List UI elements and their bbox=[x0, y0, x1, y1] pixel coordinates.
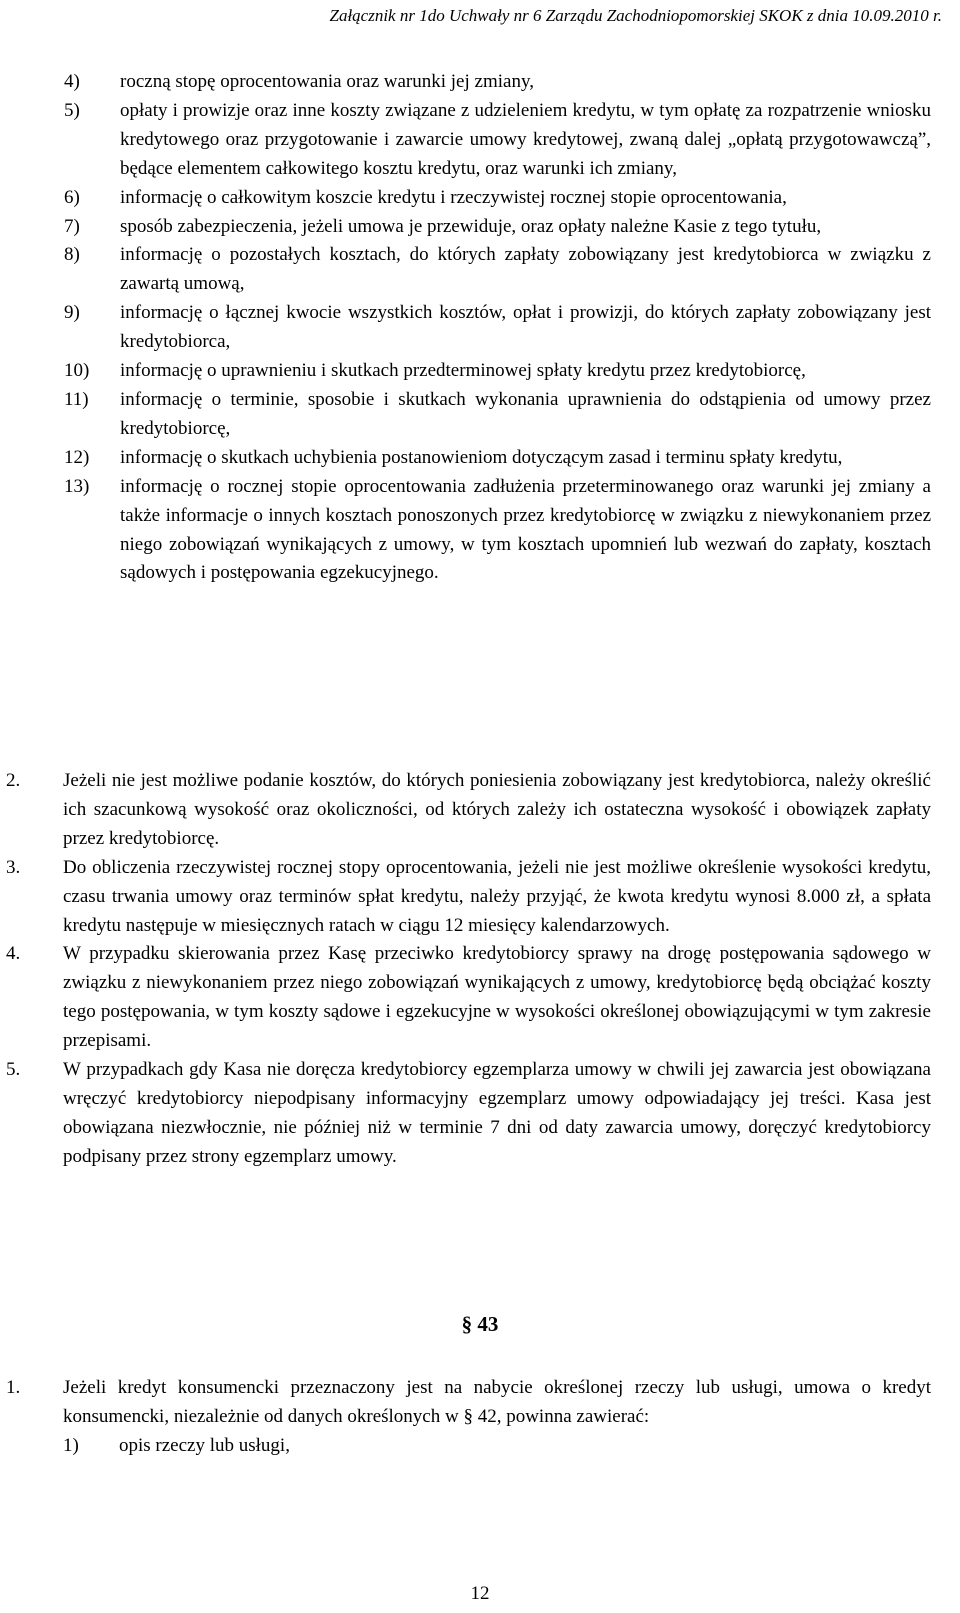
list-item bbox=[64, 444, 931, 473]
list-item-text: informację o całkowitym koszcie kredytu i rzeczywistej rocznej stopie oprocentowania, bbox=[120, 186, 787, 208]
list-item bbox=[64, 213, 931, 242]
paragraph-item bbox=[6, 767, 931, 854]
sub-item-list bbox=[64, 68, 931, 588]
list-item-number: 5) bbox=[64, 99, 80, 121]
list-item-number: 9) bbox=[64, 302, 80, 324]
main-paragraph-list bbox=[6, 767, 931, 1172]
list-item bbox=[64, 68, 931, 97]
list-item-text: opłaty i prowizje oraz inne koszty związane z udzieleniem kredytu, w tym opłatę za rozpatrzenie wniosku kredytowego oraz przygotowanie i zawarcie umowy kredytowej, zwaną dalej „opłatą przygotowawczą”, będące elementem całkowitego kosztu kredytu, oraz warunki ich zmiany, bbox=[120, 99, 931, 179]
list-item-text: informację o pozostałych kosztach, do których zapłaty zobowiązany jest kredytobiorca w związku z zawartą umową, bbox=[120, 244, 931, 295]
list-item bbox=[64, 184, 931, 213]
list-item-text: informację o rocznej stopie oprocentowania zadłużenia przeterminowanego oraz warunki jej zmiany a także informacje o innych kosztach ponoszonych przez kredytobiorcę w związku z niewykonaniem przez niego zobowiązań wynikających z umowy, w tym kosztach upomnień lub wezwań do zapłaty, kosztach sądowych i postępowania egzekucyjnego. bbox=[120, 475, 931, 584]
paragraph-item bbox=[6, 1374, 931, 1461]
nested-list bbox=[63, 1432, 931, 1461]
list-item bbox=[64, 97, 931, 184]
paragraph-number: 2. bbox=[6, 770, 21, 791]
list-item-number: 8) bbox=[64, 244, 80, 266]
paragraph-item bbox=[6, 1056, 931, 1172]
paragraph-item bbox=[6, 854, 931, 941]
list-item-number: 6) bbox=[64, 186, 80, 208]
paragraph-number: 5. bbox=[6, 1059, 21, 1081]
list-item-text: informację o łącznej kwocie wszystkich kosztów, opłat i prowizji, do których zapłaty zobowiązany jest kredytobiorca, bbox=[120, 302, 931, 353]
page-number: 12 bbox=[470, 1583, 490, 1604]
list-item bbox=[64, 473, 931, 589]
list-item-text: informację o terminie, sposobie i skutkach wykonania uprawnienia do odstąpienia od umowy przez kredytobiorcę, bbox=[120, 388, 931, 439]
list-item-number: 4) bbox=[64, 71, 80, 92]
list-item-text: sposób zabezpieczenia, jeżeli umowa je przewiduje, oraz opłaty należne Kasie z tego tytułu, bbox=[120, 215, 822, 237]
list-item-text: informację o uprawnieniu i skutkach przedterminowej spłaty kredytu przez kredytobiorcę, bbox=[120, 360, 806, 382]
list-item-number: 13) bbox=[64, 475, 90, 497]
section-paragraph-list bbox=[6, 1374, 931, 1461]
document-header: Załącznik nr 1do Uchwały nr 6 Zarządu Zachodniopomorskiej SKOK z dnia 10.09.2010 r. bbox=[329, 6, 942, 25]
list-item-number: 1) bbox=[63, 1434, 79, 1456]
paragraph-text: Jeżeli kredyt konsumencki przeznaczony jest na nabycie określonej rzeczy lub usługi, umowa o kredyt konsumencki, niezależnie od danych określonych w § 42, powinna zawierać: bbox=[63, 1377, 931, 1427]
list-item-number: 12) bbox=[64, 446, 90, 468]
list-item bbox=[64, 357, 931, 386]
list-item-text: informację o skutkach uchybienia postanowieniom dotyczącym zasad i terminu spłaty kredytu, bbox=[120, 446, 843, 468]
list-item-number: 11) bbox=[64, 388, 89, 410]
list-item bbox=[64, 299, 931, 357]
paragraph-item bbox=[6, 940, 931, 1056]
list-item-text: roczną stopę oprocentowania oraz warunki jej zmiany, bbox=[120, 71, 534, 92]
list-item bbox=[64, 241, 931, 299]
list-item bbox=[64, 386, 931, 444]
paragraph-text: W przypadkach gdy Kasa nie doręcza kredytobiorcy egzemplarza umowy w chwili jej zawarcia jest obowiązana wręczyć kredytobiorcy niepodpisany informacyjny egzemplarz umowy odpowiadający jej treści. Kasa jest obowiązana niezwłocznie, nie później niż w terminie 7 dni od daty zawarcia umowy, doręczyć kredytobiorcy podpisany przez strony egzemplarz umowy. bbox=[63, 1059, 931, 1167]
paragraph-number: 3. bbox=[6, 856, 21, 878]
paragraph-number: 4. bbox=[6, 943, 21, 965]
list-item-text: opis rzeczy lub usługi, bbox=[119, 1434, 290, 1456]
paragraph-text: W przypadku skierowania przez Kasę przeciwko kredytobiorcy sprawy na drogę postępowania sądowego w związku z niewykonaniem przez niego zobowiązań wynikających z umowy, kredytobiorcę będą obciążać koszty tego postępowania, w tym koszty sądowe i egzekucyjne w wysokości określonej obowiązującymi w tym zakresie przepisami. bbox=[63, 943, 931, 1052]
list-item-number: 10) bbox=[64, 360, 90, 382]
paragraph-text: Do obliczenia rzeczywistej rocznej stopy oprocentowania, jeżeli nie jest możliwe określenie wysokości kredytu, czasu trwania umowy oraz terminów spłat kredytu, należy przyjąć, że kwota kredytu wynosi 8.000 zł, a spłata kredytu następuje w miesięcznych ratach w ciągu 12 miesięcy kalendarzowych. bbox=[63, 856, 931, 936]
list-item bbox=[63, 1432, 931, 1461]
paragraph-text: Jeżeli nie jest możliwe podanie kosztów, do których poniesienia zobowiązany jest kredytobiorca, należy określić ich szacunkową wysokość oraz okoliczności, od których zależy ich ostateczna wysokość i obowiązek zapłaty przez kredytobiorcę. bbox=[63, 770, 931, 849]
list-item-number: 7) bbox=[64, 215, 80, 237]
paragraph-number: 1. bbox=[6, 1377, 21, 1398]
section-heading: § 43 bbox=[461, 1312, 499, 1336]
